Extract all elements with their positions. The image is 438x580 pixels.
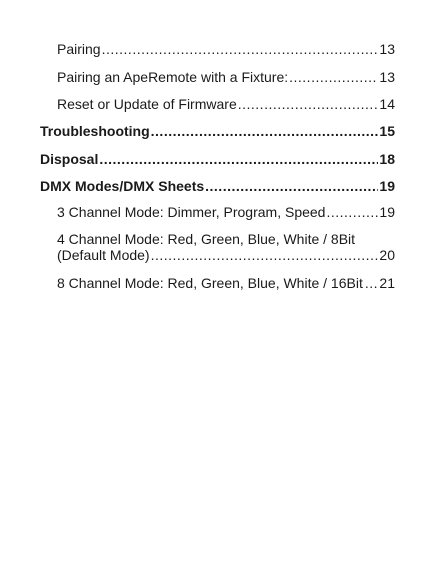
toc-page-number: 13	[379, 41, 395, 57]
toc-page-number: 20	[379, 247, 395, 263]
dot-leader	[99, 151, 378, 167]
toc-entry-pairing[interactable]	[57, 41, 395, 57]
toc-entry-4-channel-mode[interactable]	[57, 231, 395, 263]
toc-page-number: 14	[379, 96, 395, 112]
toc-entry-label-line1: 4 Channel Mode: Red, Green, Blue, White / 8Bit	[57, 231, 356, 247]
toc-entry-label: Troubleshooting	[40, 123, 150, 139]
toc-page-number: 19	[379, 178, 395, 194]
toc-entry-label: 3 Channel Mode: Dimmer, Program, Speed	[57, 204, 326, 220]
toc-entry-label: Pairing	[57, 41, 101, 57]
toc-entry-label-line2: (Default Mode)	[57, 247, 150, 263]
toc-entry-dmx-modes[interactable]	[40, 178, 395, 194]
toc-entry-label: Pairing an ApeRemote with a Fixture:	[57, 69, 289, 85]
toc-entry-label: Disposal	[40, 151, 99, 167]
dot-leader	[326, 204, 378, 220]
toc-entry-label: Reset or Update of Firmware	[57, 96, 237, 112]
toc-entry-troubleshooting[interactable]	[40, 123, 395, 139]
dot-leader	[102, 41, 379, 57]
toc-page-number: 18	[379, 151, 395, 167]
toc-page-number: 13	[379, 69, 395, 85]
toc-entry-8-channel-mode[interactable]	[57, 275, 395, 291]
dot-leader	[151, 247, 379, 263]
dot-leader	[289, 69, 378, 85]
toc-page-number: 19	[379, 204, 395, 220]
dot-leader	[205, 178, 378, 194]
toc-entry-label: DMX Modes/DMX Sheets	[40, 178, 205, 194]
dot-leader	[238, 96, 379, 112]
toc-entry-pairing-aperemote[interactable]	[57, 69, 395, 85]
toc-entry-reset-firmware[interactable]	[57, 96, 395, 112]
toc-page-number: 21	[379, 275, 395, 291]
toc-entry-3-channel-mode[interactable]	[57, 204, 395, 220]
toc-entry-label: 8 Channel Mode: Red, Green, Blue, White / 16Bit	[57, 275, 363, 291]
toc-page-number: 15	[379, 123, 395, 139]
toc-entry-disposal[interactable]	[40, 151, 395, 167]
dot-leader	[151, 123, 379, 139]
dot-leader	[365, 275, 378, 291]
